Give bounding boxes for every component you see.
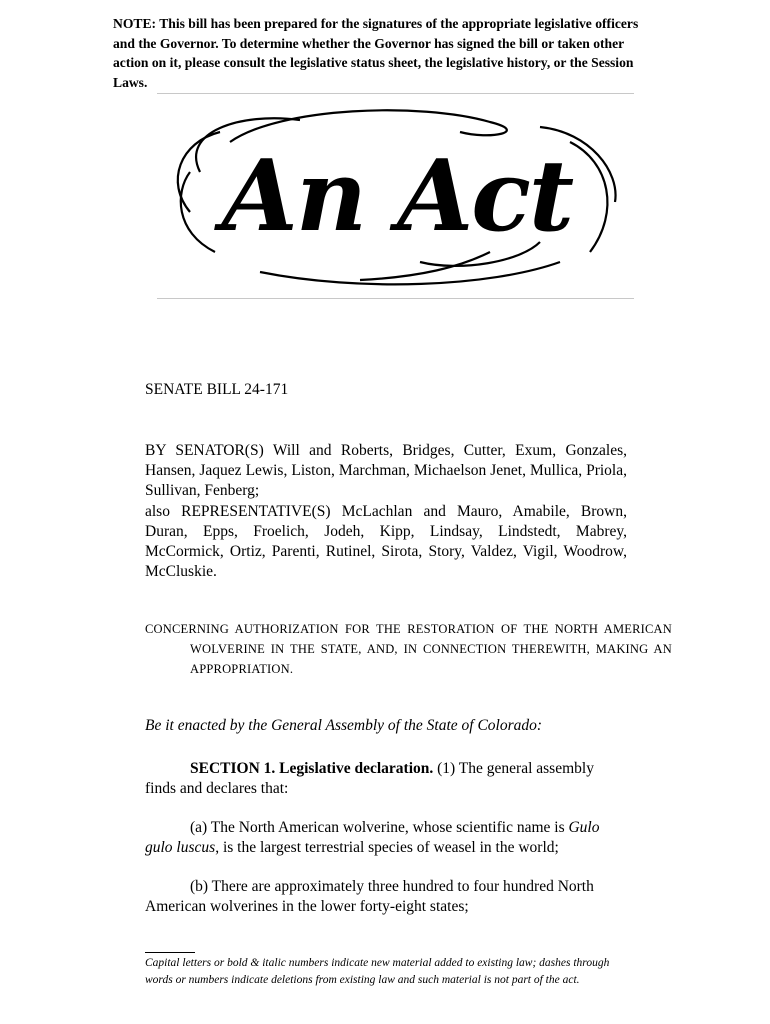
paragraph-b-text: (b) There are approximately three hundred to four hundred North American wolverines in the lower forty-eight states; xyxy=(145,878,594,916)
enacting-clause: Be it enacted by the General Assembly of the State of Colorado: xyxy=(145,717,543,734)
footnote: Capital letters or bold & italic numbers indicate new material added to existing law; dashes through words or numbers indicate deletions from existing law and such material is not part of the act. xyxy=(145,957,610,986)
paragraph-a xyxy=(145,818,627,858)
paragraph-b xyxy=(145,877,627,917)
paragraph-a-lead: (a) The North American wolverine, whose scientific name is xyxy=(190,819,569,836)
section-1-heading: SECTION 1. Legislative declaration. xyxy=(190,760,434,777)
section-1 xyxy=(145,759,627,799)
sponsors-block xyxy=(145,441,627,582)
bill-title-text: CONCERNING AUTHORIZATION FOR THE RESTORATION OF THE NORTH AMERICAN WOLVERINE IN THE STATE, AND, IN CONNECTION THEREWITH, MAKING AN APPROPRIATION. xyxy=(145,622,672,676)
bill-title xyxy=(145,619,672,679)
header-divider-bottom xyxy=(157,298,634,299)
section-1-text: (1) The general assembly finds and declares that: xyxy=(145,760,594,798)
an-act-logo xyxy=(160,102,635,294)
header-divider-top xyxy=(157,93,634,94)
footnote-divider xyxy=(145,952,195,953)
senate-sponsors: BY SENATOR(S) Will and Roberts, Bridges, Cutter, Exum, Gonzales, Hansen, Jaquez Lewis, Liston, Marchman, Michaelson Jenet, Mullica, Priola, Sullivan, Fenberg; xyxy=(145,442,627,500)
signature-note: NOTE: This bill has been prepared for the signatures of the appropriate legislative officers and the Governor. To determine whether the Governor has signed the bill or taken other action on it, please consult the legislative status sheet, the legislative history, or the Session Laws. xyxy=(113,16,639,90)
an-act-logo-text: An Act xyxy=(221,139,573,254)
scientific-name: Gulo gulo luscus xyxy=(145,819,600,857)
bill-number: SENATE BILL 24-171 xyxy=(145,381,289,398)
house-sponsors: also REPRESENTATIVE(S) McLachlan and Mauro, Amabile, Brown, Duran, Epps, Froelich, Jodeh, Kipp, Lindsay, Lindstedt, Mabrey, McCormick, Ortiz, Parenti, Rutinel, Sirota, Story, Valdez, Vigil, Woodrow, McCluskie. xyxy=(145,502,627,581)
paragraph-a-tail: , is the largest terrestrial species of weasel in the world; xyxy=(215,839,559,857)
